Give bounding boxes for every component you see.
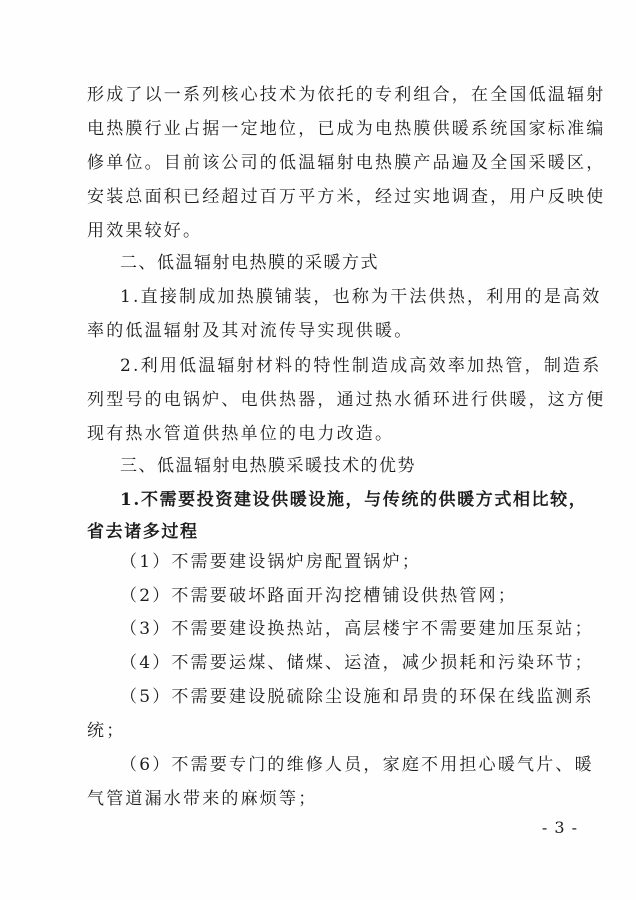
text-line: （2）不需要破坏路面开沟挖槽铺设供热管网；: [120, 586, 518, 606]
section-heading: 三、低温辐射电热膜采暖技术的优势: [120, 456, 416, 476]
text-line: 1.不需要投资建设供暖设施，与传统的供暖方式相比较，: [120, 490, 588, 510]
page-number: - 3 -: [541, 818, 578, 837]
text-line: 用效果较好。: [87, 221, 203, 241]
section-heading: 二、低温辐射电热膜的采暖方式: [120, 253, 379, 273]
text-line: （5）不需要建设脱硫除尘设施和昂贵的环保在线监测系: [120, 687, 594, 707]
text-line: （3）不需要建设换热站，高层楼宇不需要建加压泵站；: [120, 619, 594, 639]
text-line: 气管道漏水带来的麻烦等；: [87, 789, 318, 809]
text-line: 率的低温辐射及其对流传导实现供暖。: [87, 321, 414, 341]
text-line: （4）不需要运煤、储煤、运渣，减少损耗和污染环节；: [120, 653, 594, 673]
text-line: 1.直接制成加热膜铺装，也称为干法供热，利用的是高效: [120, 287, 602, 307]
text-line: 统；: [87, 721, 126, 741]
text-line: 安装总面积已经超过百万平方米，经过实地调查，用户反映使: [87, 187, 606, 207]
text-line: 省去诸多过程: [87, 522, 199, 542]
text-line: 电热膜行业占据一定地位，已成为电热膜供暖系统国家标准编: [87, 119, 606, 139]
text-line: 现有热水管道供热单位的电力改造。: [87, 424, 395, 444]
text-line: 2.利用低温辐射材料的特性制造成高效率加热管，制造系: [120, 356, 602, 376]
text-line: 形成了以一系列核心技术为依托的专利组合，在全国低温辐射: [87, 85, 606, 105]
text-line: （1）不需要建设锅炉房配置锅炉；: [120, 552, 422, 572]
text-line: 修单位。目前该公司的低温辐射电热膜产品遍及全国采暖区，: [87, 153, 606, 173]
text-line: 列型号的电锅炉、电供热器，通过热水循环进行供暖，这方便: [87, 390, 606, 410]
text-line: （6）不需要专门的维修人员，家庭不用担心暖气片、暖: [120, 755, 594, 775]
